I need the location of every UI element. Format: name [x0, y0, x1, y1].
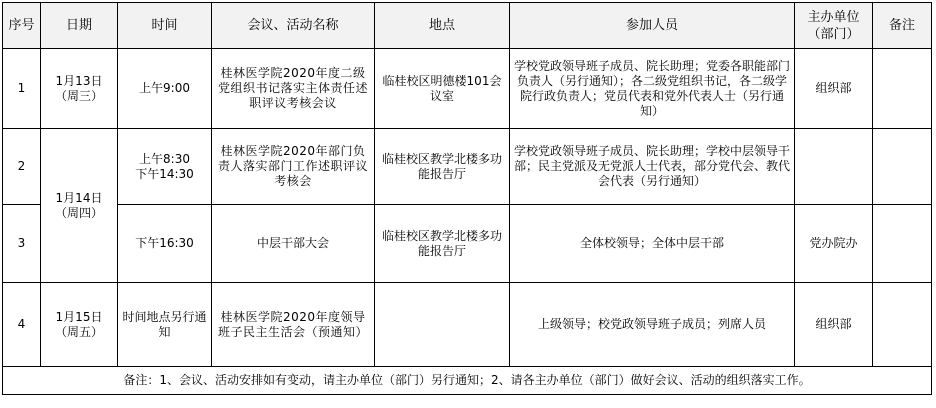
header-host-line2: （部门） [807, 26, 860, 42]
header-seq: 序号 [3, 3, 41, 49]
cell-date-line2: （周五） [54, 324, 103, 339]
cell-host [795, 129, 873, 205]
cell-remark [873, 205, 932, 283]
cell-time [118, 129, 212, 205]
cell-time: 时间地点另行通知 [118, 283, 212, 367]
cell-date [41, 49, 118, 129]
cell-time-line1: 上午8:30 [139, 151, 190, 166]
cell-time-line2: 下午14:30 [135, 166, 194, 181]
cell-date-line1: 1月15日 [55, 309, 103, 324]
cell-date-merged [41, 129, 118, 283]
schedule-table [2, 2, 932, 395]
cell-attendees: 学校党政领导班子成员、院长助理；党委各职能部门负责人（另行通知）；各二级党组织书记，各二级学院行政负责人；党员代表和党外代表人士（另行通知） [510, 49, 795, 129]
cell-attendees: 学校党政领导班子成员、院长助理；学校中层领导干部；民主党派及无党派人士代表，部分党代会、教代会代表（另行通知） [510, 129, 795, 205]
cell-host: 组织部 [795, 49, 873, 129]
cell-host: 组织部 [795, 283, 873, 367]
header-host-line1: 主办单位 [807, 9, 860, 25]
cell-attendees: 全体校领导；全体中层干部 [510, 205, 795, 283]
cell-date-line1: 1月14日 [55, 190, 103, 205]
header-date: 日期 [41, 3, 118, 49]
cell-date [41, 283, 118, 367]
cell-date-line2: （周四） [54, 205, 103, 220]
cell-time: 下午16:30 [118, 205, 212, 283]
cell-seq: 2 [3, 129, 41, 205]
cell-place [375, 283, 510, 367]
table-row [3, 129, 932, 205]
header-remark: 备注 [873, 3, 932, 49]
cell-date-line1: 1月13日 [55, 73, 103, 88]
header-place: 地点 [375, 3, 510, 49]
cell-remark [873, 129, 932, 205]
table-row [3, 205, 932, 283]
cell-attendees: 上级领导；校党政领导班子成员；列席人员 [510, 283, 795, 367]
footnote: 备注：1、会议、活动安排如有变动，请主办单位（部门）另行通知；2、请各主办单位（部门）做好会议、活动的组织落实工作。 [3, 367, 932, 395]
cell-time: 上午9:00 [118, 49, 212, 129]
cell-name: 中层干部大会 [212, 205, 375, 283]
cell-seq: 3 [3, 205, 41, 283]
cell-host: 党办院办 [795, 205, 873, 283]
cell-name: 桂林医学院2020年部门负责人落实部门工作述职评议考核会 [212, 129, 375, 205]
cell-place: 临桂校区教学北楼多功能报告厅 [375, 129, 510, 205]
header-row [3, 3, 932, 49]
table-row [3, 283, 932, 367]
cell-place: 临桂校区教学北楼多功能报告厅 [375, 205, 510, 283]
header-attendees: 参加人员 [510, 3, 795, 49]
cell-seq: 1 [3, 49, 41, 129]
cell-seq: 4 [3, 283, 41, 367]
cell-remark [873, 49, 932, 129]
footnote-row [3, 367, 932, 395]
cell-name: 桂林医学院2020年度领导班子民主生活会（预通知） [212, 283, 375, 367]
cell-name: 桂林医学院2020年度二级党组织书记落实主体责任述职评议考核会议 [212, 49, 375, 129]
cell-date-line2: （周三） [54, 88, 103, 103]
header-time: 时间 [118, 3, 212, 49]
table-row [3, 49, 932, 129]
header-name: 会议、活动名称 [212, 3, 375, 49]
cell-place: 临桂校区明德楼101会议室 [375, 49, 510, 129]
header-host [795, 3, 873, 49]
cell-remark [873, 283, 932, 367]
